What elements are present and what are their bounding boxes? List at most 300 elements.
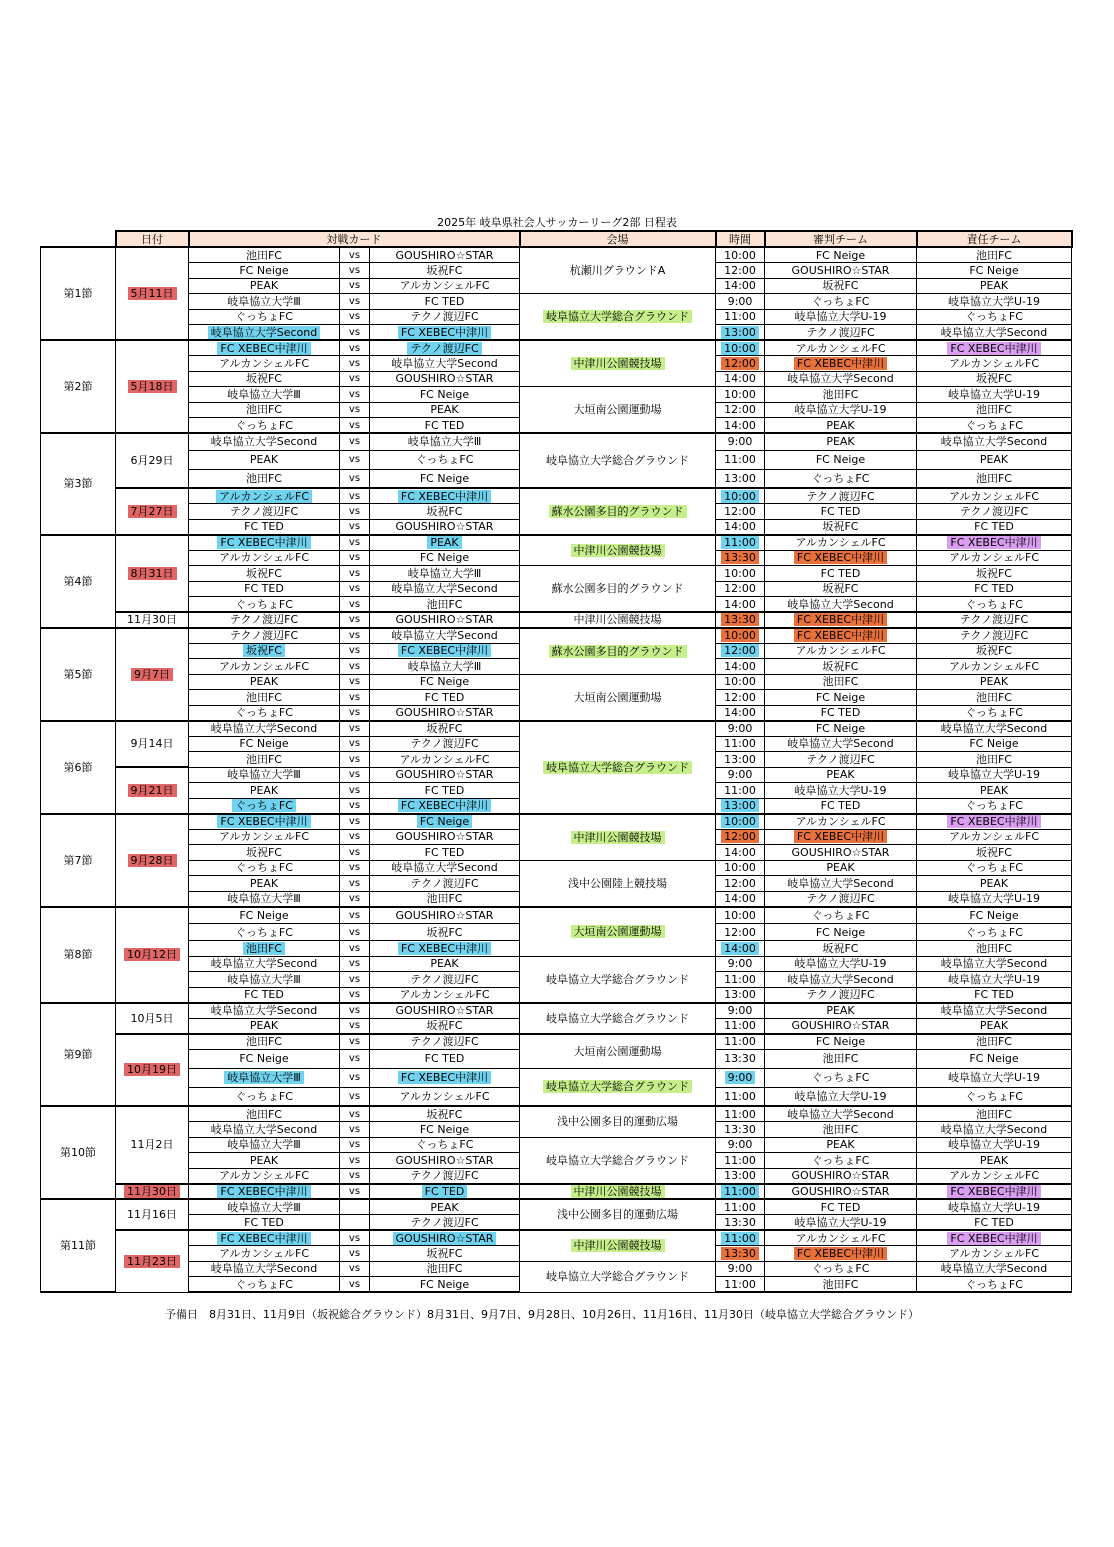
referee-team-text: 坂祝FC: [822, 582, 859, 596]
vs-label: [340, 705, 370, 721]
vs-label-text: vs: [348, 893, 361, 904]
away-team-text: GOUSHIRO☆STAR: [395, 908, 494, 922]
match-date-text: 11月30日: [124, 1185, 180, 1198]
referee-team: [765, 519, 917, 535]
away-team-text: FC TED: [424, 1052, 465, 1065]
referee-team-text: PEAK: [826, 1004, 855, 1017]
referee-team-text: 岐阜協立大学U-19: [794, 957, 887, 971]
kickoff-time-text: 13:30: [724, 1215, 756, 1229]
referee-team-text: FC XEBEC中津川: [794, 613, 887, 626]
home-team: [189, 876, 340, 892]
kickoff-time: [716, 767, 765, 783]
home-team-text: 岐阜協立大学Second: [210, 1122, 318, 1136]
venue-name-text: 大垣南公園運動場: [573, 690, 662, 704]
venue-name: [520, 721, 716, 814]
away-team: [370, 876, 520, 892]
home-team-text: PEAK: [249, 453, 279, 466]
responsible-team: [917, 278, 1072, 294]
vs-label-text: vs: [348, 989, 361, 1000]
kickoff-time-text: 9:00: [727, 957, 753, 971]
kickoff-time-text: 9:00: [727, 294, 753, 308]
responsible-team-text: FC XEBEC中津川: [947, 1232, 1040, 1245]
home-team-text: FC TED: [244, 582, 284, 596]
kickoff-time-text: 13:00: [724, 471, 756, 485]
referee-team: [765, 325, 917, 341]
kickoff-time-text: 10:00: [721, 629, 759, 642]
match-date: [116, 535, 189, 613]
away-team: [370, 1087, 520, 1106]
away-team-text: FC Neige: [419, 1277, 470, 1291]
home-team: [189, 628, 340, 644]
match-date-text: 9月14日: [130, 737, 174, 751]
kickoff-time: [716, 1246, 765, 1262]
vs-label-text: vs: [348, 1036, 361, 1047]
referee-team-text: FC Neige: [815, 1035, 866, 1048]
referee-team: [765, 340, 917, 356]
kickoff-time-text: 9:00: [727, 1138, 753, 1152]
home-team-text: ぐっちょFC: [235, 597, 293, 611]
home-team: [189, 860, 340, 876]
kickoff-time: [716, 987, 765, 1003]
responsible-team-text: PEAK: [979, 453, 1009, 466]
vs-label: [340, 418, 370, 434]
kickoff-time: [716, 659, 765, 675]
away-team: [370, 659, 520, 675]
away-team: [370, 767, 520, 783]
vs-label-text: vs: [348, 598, 361, 610]
responsible-team: [917, 1003, 1072, 1019]
home-team-text: 岐阜協立大学Second: [210, 1262, 318, 1276]
home-team: [189, 814, 340, 830]
kickoff-time: [716, 1106, 765, 1122]
home-team-text: アルカンシェルFC: [218, 830, 310, 844]
venue-name-text: 浅中公園多目的運動広場: [557, 1208, 678, 1221]
responsible-team: [917, 1068, 1072, 1087]
away-team-text: 池田FC: [426, 1262, 463, 1276]
away-team: [370, 643, 520, 659]
kickoff-time: [716, 504, 765, 520]
responsible-team-text: 岐阜協立大学Second: [940, 325, 1048, 339]
away-team: [370, 402, 520, 418]
away-team: [370, 1122, 520, 1138]
home-team: [189, 1106, 340, 1122]
away-team: [370, 721, 520, 737]
match-date-text: 9月28日: [128, 854, 177, 867]
kickoff-time: [716, 309, 765, 325]
away-team-text: FC Neige: [417, 815, 472, 828]
venue-name: [520, 1261, 716, 1292]
referee-team-text: FC XEBEC中津川: [794, 551, 887, 564]
away-team: [370, 504, 520, 520]
home-team: [189, 1168, 340, 1184]
vs-label: [340, 643, 370, 659]
venue-name: [520, 1106, 716, 1137]
kickoff-time-text: 10:00: [724, 675, 756, 689]
kickoff-time: [716, 628, 765, 644]
away-team-text: 岐阜協立大学Second: [391, 629, 498, 642]
referee-team-text: 岐阜協立大学Second: [787, 372, 894, 386]
kickoff-time-text: 11:00: [724, 737, 756, 751]
away-team-text: アルカンシェルFC: [399, 279, 490, 293]
vs-label: [340, 972, 370, 988]
referee-team-text: ぐっちょFC: [811, 1071, 870, 1084]
responsible-team: [917, 1106, 1072, 1122]
referee-team-text: テクノ渡辺FC: [806, 489, 875, 503]
referee-team: [765, 924, 917, 941]
responsible-team: [917, 1168, 1072, 1184]
home-team: [189, 1137, 340, 1153]
responsible-team-text: FC XEBEC中津川: [947, 815, 1040, 828]
section-label: [41, 1199, 116, 1292]
kickoff-time-text: 10:00: [724, 566, 756, 580]
kickoff-time-text: 11:00: [724, 310, 756, 324]
vs-label: [340, 278, 370, 294]
home-team-text: 池田FC: [245, 248, 282, 262]
vs-label: [340, 263, 370, 279]
referee-team: [765, 371, 917, 387]
section-label: [41, 1003, 116, 1107]
away-team: [370, 987, 520, 1003]
kickoff-time: [716, 1122, 765, 1138]
venue-name: [520, 674, 716, 721]
away-team-text: GOUSHIRO☆STAR: [395, 706, 494, 719]
responsible-team-text: テクノ渡辺FC: [959, 613, 1029, 627]
kickoff-time-text: 10:00: [724, 248, 756, 262]
responsible-team: [917, 309, 1072, 325]
match-date: [116, 1106, 189, 1184]
table-row: [41, 907, 1072, 924]
away-team: [370, 550, 520, 566]
vs-label-text: vs: [348, 816, 361, 827]
kickoff-time-text: 14:00: [721, 942, 759, 955]
home-team: [189, 387, 340, 403]
kickoff-time: [716, 469, 765, 488]
away-team-text: 岐阜協立大学Ⅲ: [407, 566, 482, 580]
responsible-team: [917, 941, 1072, 957]
referee-team: [765, 433, 917, 450]
section-label-text: 第11節: [60, 1239, 96, 1252]
responsible-team: [917, 628, 1072, 644]
responsible-team: [917, 1137, 1072, 1153]
home-team: [189, 418, 340, 434]
kickoff-time-text: 9:00: [727, 1004, 753, 1017]
home-team-text: 池田FC: [245, 1107, 282, 1121]
header-venue: 会場: [520, 231, 716, 247]
venue-name-text: 大垣南公園運動場: [573, 1044, 662, 1058]
kickoff-time: [716, 402, 765, 418]
vs-label: [340, 1137, 370, 1153]
vs-label: [340, 469, 370, 488]
referee-team: [765, 469, 917, 488]
vs-label-text: vs: [348, 436, 361, 448]
responsible-team-text: 池田FC: [975, 941, 1012, 955]
vs-label: [340, 402, 370, 418]
vs-label-text: vs: [348, 357, 361, 369]
responsible-team-text: FC Neige: [969, 737, 1019, 751]
away-team-text: GOUSHIRO☆STAR: [395, 520, 494, 533]
referee-team: [765, 488, 917, 504]
vs-label: [340, 721, 370, 737]
referee-team-text: アルカンシェルFC: [795, 644, 886, 658]
home-team-text: 岐阜協立大学Ⅲ: [227, 1200, 301, 1214]
responsible-team: [917, 1018, 1072, 1034]
vs-label: [340, 1068, 370, 1087]
vs-label-text: vs: [348, 1278, 361, 1290]
referee-team: [765, 1153, 917, 1169]
referee-team-text: テクノ渡辺FC: [806, 988, 875, 1001]
away-team: [370, 450, 520, 469]
vs-label-text: vs: [348, 973, 361, 985]
away-team: [370, 488, 520, 504]
vs-label: [340, 1049, 370, 1068]
section-label-text: 第5節: [63, 667, 93, 681]
referee-team: [765, 278, 917, 294]
referee-team-text: FC Neige: [815, 690, 866, 704]
kickoff-time: [716, 721, 765, 737]
schedule-table: [40, 230, 1073, 1293]
vs-label: [340, 1122, 370, 1138]
home-team-text: テクノ渡辺FC: [229, 504, 299, 518]
home-team-text: FC Neige: [239, 1052, 289, 1065]
vs-label: [340, 690, 370, 706]
responsible-team-text: テクノ渡辺FC: [959, 629, 1029, 642]
kickoff-time-text: 10:00: [721, 815, 759, 828]
table-row: [41, 1261, 1072, 1277]
vs-label: [340, 387, 370, 403]
responsible-team-text: 岐阜協立大学Second: [940, 1004, 1048, 1017]
home-team-text: FC XEBEC中津川: [217, 342, 310, 355]
vs-label-text: vs: [348, 1090, 361, 1102]
referee-team-text: テクノ渡辺FC: [806, 752, 875, 766]
responsible-team: [917, 1277, 1072, 1293]
section-label-text: 第10節: [60, 1146, 96, 1159]
kickoff-time-text: 14:00: [724, 418, 756, 432]
kickoff-time-text: 13:00: [721, 326, 759, 339]
away-team-text: テクノ渡辺FC: [407, 342, 481, 355]
responsible-team: [917, 418, 1072, 434]
referee-team: [765, 550, 917, 566]
responsible-team-text: ぐっちょFC: [965, 799, 1023, 812]
home-team: [189, 309, 340, 325]
kickoff-time: [716, 752, 765, 768]
referee-team-text: アルカンシェルFC: [795, 341, 886, 355]
kickoff-time: [716, 705, 765, 721]
referee-team-text: ぐっちょFC: [811, 908, 870, 922]
table-row: [41, 566, 1072, 582]
venue-name-text: 杭瀬川グラウンドA: [569, 264, 666, 277]
responsible-team-text: アルカンシェルFC: [948, 830, 1040, 844]
referee-team: [765, 1003, 917, 1019]
responsible-team-text: 岐阜協立大学Second: [940, 435, 1048, 449]
responsible-team-text: 岐阜協立大学U-19: [947, 1200, 1041, 1214]
kickoff-time: [716, 924, 765, 941]
referee-team-text: PEAK: [826, 1138, 855, 1152]
referee-team: [765, 860, 917, 876]
kickoff-time-text: 10:00: [724, 387, 756, 401]
table-row: [41, 612, 1072, 628]
vs-label: [340, 356, 370, 372]
home-team: [189, 340, 340, 356]
away-team-text: PEAK: [430, 403, 459, 417]
responsible-team: [917, 924, 1072, 941]
away-team: [370, 418, 520, 434]
home-team-text: 岐阜協立大学Ⅲ: [227, 972, 301, 986]
responsible-team: [917, 325, 1072, 341]
kickoff-time: [716, 643, 765, 659]
referee-team-text: 岐阜協立大学Second: [787, 1107, 894, 1121]
responsible-team: [917, 247, 1072, 263]
away-team-text: ぐっちょFC: [415, 453, 474, 466]
kickoff-time: [716, 1184, 765, 1200]
referee-team: [765, 1049, 917, 1068]
home-team-text: 池田FC: [243, 942, 285, 955]
responsible-team: [917, 972, 1072, 988]
match-date: [116, 814, 189, 907]
away-team: [370, 1018, 520, 1034]
venue-name: [520, 433, 716, 488]
referee-team-text: 岐阜協立大学U-19: [794, 1089, 887, 1103]
home-team: [189, 1246, 340, 1262]
responsible-team: [917, 829, 1072, 845]
vs-label: [340, 829, 370, 845]
vs-label-text: vs: [348, 472, 361, 484]
table-row: [41, 387, 1072, 403]
responsible-team: [917, 907, 1072, 924]
home-team-text: アルカンシェルFC: [218, 356, 310, 370]
venue-name: [520, 488, 716, 535]
match-date: [116, 1230, 189, 1292]
section-label-text: 第4節: [63, 574, 93, 588]
responsible-team: [917, 1261, 1072, 1277]
match-date: [116, 433, 189, 488]
kickoff-time: [716, 325, 765, 341]
kickoff-time: [716, 263, 765, 279]
referee-team-text: FC TED: [820, 566, 861, 580]
section-label-text: 第6節: [63, 760, 93, 774]
away-team: [370, 845, 520, 861]
vs-label-text: vs: [348, 769, 361, 781]
kickoff-time: [716, 294, 765, 310]
referee-team: [765, 891, 917, 907]
match-date-text: 11月23日: [124, 1255, 180, 1268]
responsible-team: [917, 674, 1072, 690]
header-time: 時間: [716, 231, 765, 247]
home-team: [189, 597, 340, 613]
kickoff-time: [716, 1168, 765, 1184]
vs-label-text: vs: [348, 645, 361, 657]
section-label: [41, 907, 116, 1003]
vs-label-text: vs: [348, 326, 361, 338]
venue-name: [520, 566, 716, 613]
away-team-text: ぐっちょFC: [415, 1138, 474, 1152]
responsible-team-text: アルカンシェルFC: [948, 659, 1040, 673]
vs-label: [340, 659, 370, 675]
kickoff-time: [716, 1153, 765, 1169]
section-label: [41, 340, 116, 433]
section-label-text: 第9節: [63, 1047, 93, 1061]
away-team: [370, 705, 520, 721]
home-team-text: 岐阜協立大学Ⅲ: [227, 768, 301, 782]
match-date-text: 5月11日: [128, 287, 177, 300]
kickoff-time: [716, 1018, 765, 1034]
home-team-text: 岐阜協立大学Ⅲ: [227, 387, 301, 401]
kickoff-time: [716, 1003, 765, 1019]
away-team: [370, 263, 520, 279]
vs-label-text: vs: [348, 800, 361, 811]
responsible-team: [917, 1230, 1072, 1246]
away-team: [370, 387, 520, 403]
kickoff-time: [716, 488, 765, 504]
referee-team-text: FC TED: [820, 504, 861, 518]
table-row: [41, 814, 1072, 830]
section-label-text: 第8節: [63, 948, 93, 961]
home-team: [189, 1277, 340, 1293]
away-team: [370, 535, 520, 551]
home-team-text: ぐっちょFC: [235, 1089, 293, 1103]
header-referee: 審判チーム: [765, 231, 917, 247]
home-team-text: FC XEBEC中津川: [217, 1232, 310, 1245]
table-row: [41, 340, 1072, 356]
vs-label-text: vs: [348, 583, 361, 595]
kickoff-time-text: 10:00: [724, 861, 756, 875]
referee-team: [765, 643, 917, 659]
home-team: [189, 535, 340, 551]
vs-label: [340, 860, 370, 876]
kickoff-time-text: 13:30: [724, 1052, 756, 1065]
away-team: [370, 907, 520, 924]
home-team-text: FC TED: [244, 520, 284, 533]
away-team: [370, 674, 520, 690]
match-date: [116, 767, 189, 814]
vs-label-text: vs: [348, 926, 361, 938]
vs-label-text: vs: [348, 1072, 361, 1083]
kickoff-time: [716, 1199, 765, 1215]
vs-label: [340, 1034, 370, 1050]
home-team: [189, 433, 340, 450]
kickoff-time: [716, 535, 765, 551]
referee-team-text: PEAK: [826, 418, 855, 432]
responsible-team: [917, 643, 1072, 659]
vs-label: [340, 550, 370, 566]
kickoff-time: [716, 829, 765, 845]
vs-label: [340, 876, 370, 892]
referee-team: [765, 972, 917, 988]
away-team: [370, 294, 520, 310]
kickoff-time-text: 14:00: [724, 845, 756, 859]
match-date-text: 6月29日: [130, 454, 174, 467]
vs-label-text: vs: [348, 490, 361, 502]
home-team-text: 池田FC: [245, 1035, 282, 1048]
referee-team: [765, 294, 917, 310]
referee-team-text: FC TED: [820, 706, 861, 719]
home-team-text: ぐっちょFC: [235, 310, 293, 324]
table-row: [41, 488, 1072, 504]
kickoff-time: [716, 1277, 765, 1293]
away-team: [370, 581, 520, 597]
responsible-team: [917, 1153, 1072, 1169]
referee-team-text: 池田FC: [822, 387, 859, 401]
responsible-team-text: アルカンシェルFC: [948, 551, 1040, 565]
venue-name-text: 岐阜協立大学総合グラウンド: [543, 1080, 692, 1093]
responsible-team-text: PEAK: [979, 279, 1009, 293]
kickoff-time-text: 10:00: [721, 342, 759, 355]
kickoff-time-text: 14:00: [724, 706, 756, 719]
referee-team: [765, 450, 917, 469]
responsible-team-text: 岐阜協立大学Second: [940, 722, 1048, 735]
responsible-team: [917, 263, 1072, 279]
kickoff-time-text: 14:00: [724, 659, 756, 673]
kickoff-time-text: 14:00: [724, 892, 756, 905]
